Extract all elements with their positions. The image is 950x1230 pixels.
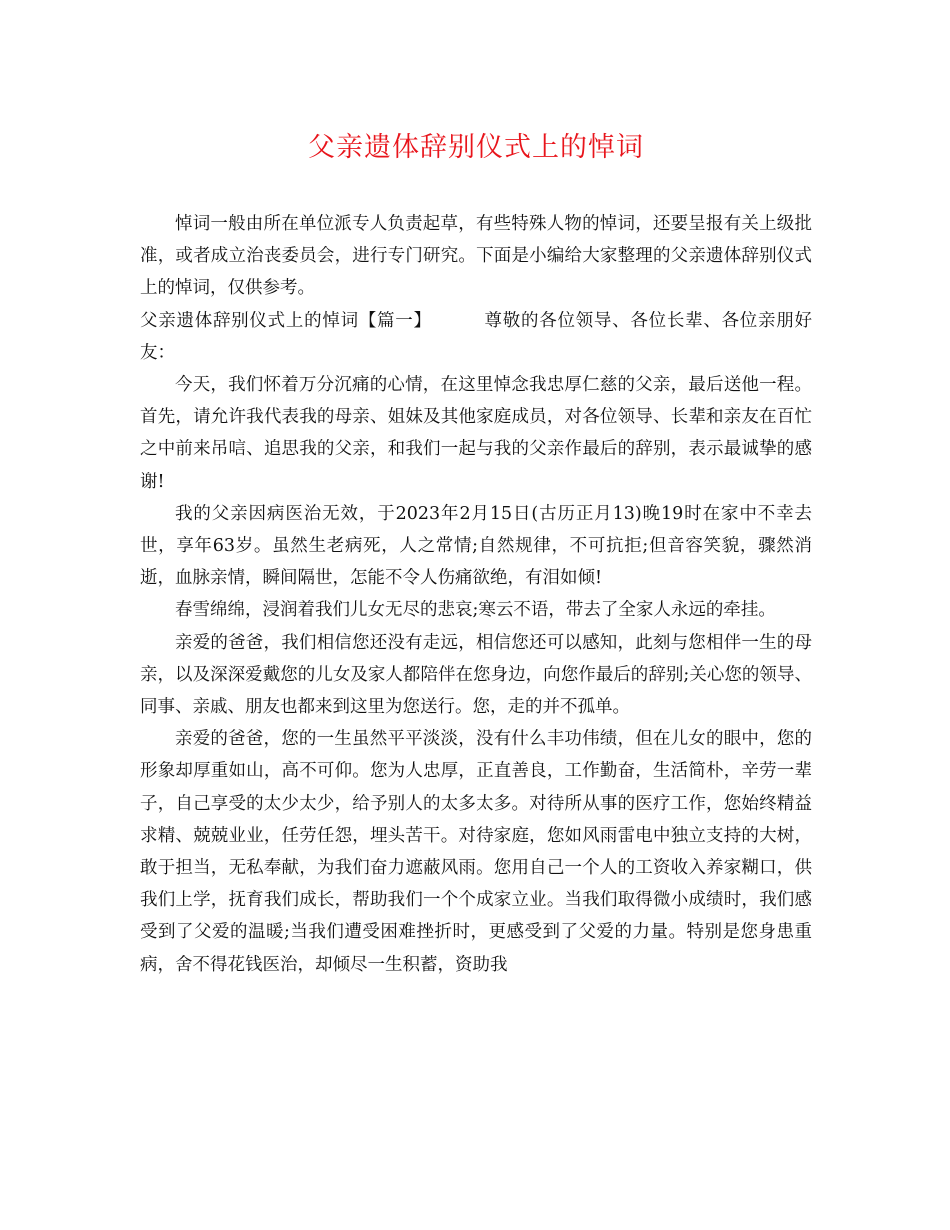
body-paragraph: 亲爱的爸爸，我们相信您还没有走远，相信您还可以感知，此刻与您相伴一生的母亲，以及深深爱戴您的儿女及家人都陪伴在您身边，向您作最后的辞别;关心您的领导、同事、亲戚、朋友也都来到这里为您送行。您，走的并不孤单。 (140, 632, 812, 718)
section-heading: 父亲遗体辞别仪式上的悼词【篇一】 (140, 310, 432, 331)
body-paragraph: 我的父亲因病医治无效，于2023年2月15日(古历正月13)晚19时在家中不幸去世，享年63岁。虽然生老病死，人之常情;自然规律，不可抗拒;但音容笑貌，骤然消逝，血脉亲情，瞬间隔世，怎能不令人伤痛欲绝，有泪如倾! (140, 503, 812, 589)
body-paragraph: 今天，我们怀着万分沉痛的心情，在这里悼念我忠厚仁慈的父亲，最后送他一程。首先，请允许我代表我的母亲、姐妹及其他家庭成员，对各位领导、长辈和亲友在百忙之中前来吊唁、追思我的父亲，和我们一起与我的父亲作最后的辞别，表示最诚挚的感谢! (140, 375, 812, 492)
section-heading-line (140, 305, 812, 369)
document-page (140, 128, 812, 981)
body-paragraph: 春雪绵绵，浸润着我们儿女无尽的悲哀;寒云不语，带去了全家人永远的牵挂。 (175, 600, 776, 621)
body-paragraph: 亲爱的爸爸，您的一生虽然平平淡淡，没有什么丰功伟绩，但在儿女的眼中，您的形象却厚重如山，高不可仰。您为人忠厚，正直善良，工作勤奋，生活简朴，辛劳一辈子，自己享受的太少太少，给予别人的太多太多。对待所从事的医疗工作，您始终精益求精、兢兢业业，任劳任怨，埋头苦干。对待家庭，您如风雨雷电中独立支持的大树，敢于担当，无私奉献，为我们奋力遮蔽风雨。您用自己一个人的工资收入养家糊口，供我们上学，抚育我们成长，帮助我们一个个成家立业。当我们取得微小成绩时，我们感受到了父爱的温暖;当我们遭受困难挫折时，更感受到了父爱的力量。特别是您身患重病，舍不得花钱医治，却倾尽一生积蓄，资助我 (140, 729, 812, 975)
intro-paragraph: 悼词一般由所在单位派专人负责起草，有些特殊人物的悼词，还要呈报有关上级批准，或者成立治丧委员会，进行专门研究。下面是小编给大家整理的父亲遗体辞别仪式上的悼词，仅供参考。 (140, 214, 812, 299)
page-title: 父亲遗体辞别仪式上的悼词 (308, 132, 644, 163)
document-body (140, 208, 812, 981)
salutation: 尊敬的各位领导、各位长辈、各位亲朋好友： (140, 310, 812, 363)
